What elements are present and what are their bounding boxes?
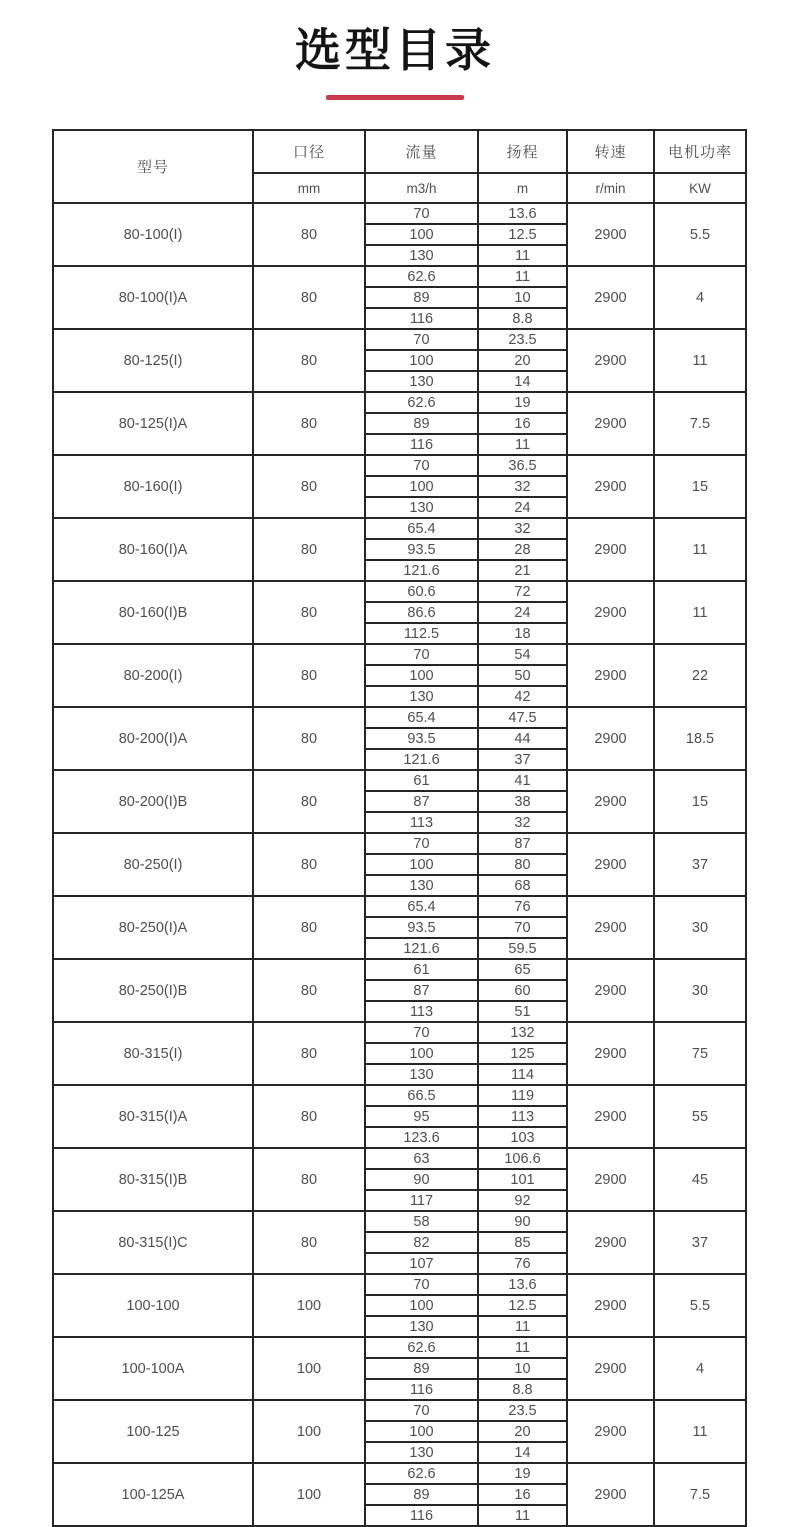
- head-cell: 41: [478, 770, 567, 791]
- unit-bore: mm: [253, 173, 365, 203]
- flow-cell: 121.6: [365, 938, 478, 959]
- table-row: [53, 644, 746, 665]
- speed-cell: 2900: [567, 1211, 654, 1274]
- flow-cell: 65.4: [365, 518, 478, 539]
- model-cell: 100-125A: [53, 1463, 253, 1526]
- flow-cell: 117: [365, 1190, 478, 1211]
- unit-flow: m3/h: [365, 173, 478, 203]
- speed-cell: 2900: [567, 833, 654, 896]
- flow-cell: 130: [365, 1064, 478, 1085]
- head-cell: 11: [478, 1316, 567, 1337]
- head-cell: 11: [478, 245, 567, 266]
- head-cell: 132: [478, 1022, 567, 1043]
- power-cell: 18.5: [654, 707, 746, 770]
- power-cell: 55: [654, 1085, 746, 1148]
- model-cell: 80-200(I)A: [53, 707, 253, 770]
- speed-cell: 2900: [567, 959, 654, 1022]
- bore-cell: 80: [253, 770, 365, 833]
- table-row: [53, 959, 746, 980]
- flow-cell: 61: [365, 770, 478, 791]
- power-cell: 4: [654, 1337, 746, 1400]
- head-cell: 72: [478, 581, 567, 602]
- head-cell: 8.8: [478, 308, 567, 329]
- head-cell: 106.6: [478, 1148, 567, 1169]
- table-row: [53, 1337, 746, 1358]
- head-cell: 24: [478, 497, 567, 518]
- head-cell: 68: [478, 875, 567, 896]
- head-cell: 103: [478, 1127, 567, 1148]
- head-cell: 19: [478, 1463, 567, 1484]
- flow-cell: 87: [365, 791, 478, 812]
- power-cell: 30: [654, 896, 746, 959]
- flow-cell: 62.6: [365, 392, 478, 413]
- bore-cell: 80: [253, 203, 365, 266]
- head-cell: 11: [478, 1505, 567, 1526]
- head-cell: 113: [478, 1106, 567, 1127]
- flow-cell: 61: [365, 959, 478, 980]
- speed-cell: 2900: [567, 1274, 654, 1337]
- unit-speed: r/min: [567, 173, 654, 203]
- bore-cell: 80: [253, 581, 365, 644]
- bore-cell: 100: [253, 1337, 365, 1400]
- flow-cell: 130: [365, 1442, 478, 1463]
- bore-cell: 80: [253, 266, 365, 329]
- flow-cell: 100: [365, 350, 478, 371]
- model-cell: 80-250(I)B: [53, 959, 253, 1022]
- flow-cell: 65.4: [365, 707, 478, 728]
- flow-cell: 82: [365, 1232, 478, 1253]
- flow-cell: 130: [365, 371, 478, 392]
- header-model: 型号: [53, 130, 253, 203]
- flow-cell: 116: [365, 1505, 478, 1526]
- table-row: [53, 1148, 746, 1169]
- head-cell: 101: [478, 1169, 567, 1190]
- header-speed: 转速: [567, 130, 654, 173]
- power-cell: 30: [654, 959, 746, 1022]
- flow-cell: 70: [365, 1274, 478, 1295]
- speed-cell: 2900: [567, 329, 654, 392]
- table-row: [53, 1274, 746, 1295]
- head-cell: 11: [478, 434, 567, 455]
- head-cell: 50: [478, 665, 567, 686]
- speed-cell: 2900: [567, 203, 654, 266]
- bore-cell: 80: [253, 392, 365, 455]
- bore-cell: 80: [253, 1022, 365, 1085]
- head-cell: 23.5: [478, 329, 567, 350]
- speed-cell: 2900: [567, 1022, 654, 1085]
- head-cell: 24: [478, 602, 567, 623]
- model-cell: 80-160(I)A: [53, 518, 253, 581]
- flow-cell: 90: [365, 1169, 478, 1190]
- head-cell: 32: [478, 518, 567, 539]
- model-cell: 100-125: [53, 1400, 253, 1463]
- flow-cell: 65.4: [365, 896, 478, 917]
- head-cell: 114: [478, 1064, 567, 1085]
- head-cell: 32: [478, 476, 567, 497]
- head-cell: 11: [478, 266, 567, 287]
- bore-cell: 100: [253, 1274, 365, 1337]
- flow-cell: 70: [365, 203, 478, 224]
- model-cell: 80-100(I): [53, 203, 253, 266]
- head-cell: 28: [478, 539, 567, 560]
- model-cell: 80-315(I)B: [53, 1148, 253, 1211]
- speed-cell: 2900: [567, 392, 654, 455]
- head-cell: 20: [478, 1421, 567, 1442]
- flow-cell: 70: [365, 1400, 478, 1421]
- model-cell: 80-315(I): [53, 1022, 253, 1085]
- flow-cell: 100: [365, 224, 478, 245]
- head-cell: 21: [478, 560, 567, 581]
- flow-cell: 89: [365, 413, 478, 434]
- header-flow: 流量: [365, 130, 478, 173]
- flow-cell: 89: [365, 1358, 478, 1379]
- bore-cell: 80: [253, 896, 365, 959]
- flow-cell: 113: [365, 812, 478, 833]
- power-cell: 15: [654, 455, 746, 518]
- model-cell: 80-100(I)A: [53, 266, 253, 329]
- bore-cell: 100: [253, 1400, 365, 1463]
- model-cell: 100-100: [53, 1274, 253, 1337]
- flow-cell: 60.6: [365, 581, 478, 602]
- catalog-table-wrap: [52, 129, 745, 1527]
- head-cell: 14: [478, 371, 567, 392]
- head-cell: 10: [478, 287, 567, 308]
- flow-cell: 107: [365, 1253, 478, 1274]
- head-cell: 119: [478, 1085, 567, 1106]
- power-cell: 11: [654, 518, 746, 581]
- flow-cell: 100: [365, 476, 478, 497]
- head-cell: 36.5: [478, 455, 567, 476]
- bore-cell: 80: [253, 455, 365, 518]
- flow-cell: 121.6: [365, 560, 478, 581]
- speed-cell: 2900: [567, 1337, 654, 1400]
- table-row: [53, 455, 746, 476]
- model-cell: 80-160(I): [53, 455, 253, 518]
- table-header: [53, 130, 746, 203]
- model-cell: 80-200(I): [53, 644, 253, 707]
- head-cell: 125: [478, 1043, 567, 1064]
- power-cell: 37: [654, 1211, 746, 1274]
- unit-head: m: [478, 173, 567, 203]
- power-cell: 45: [654, 1148, 746, 1211]
- model-cell: 100-100A: [53, 1337, 253, 1400]
- model-cell: 80-160(I)B: [53, 581, 253, 644]
- table-row: [53, 896, 746, 917]
- power-cell: 4: [654, 266, 746, 329]
- flow-cell: 130: [365, 245, 478, 266]
- speed-cell: 2900: [567, 266, 654, 329]
- table-row: [53, 833, 746, 854]
- table-row: [53, 1085, 746, 1106]
- flow-cell: 93.5: [365, 728, 478, 749]
- power-cell: 7.5: [654, 1463, 746, 1526]
- power-cell: 5.5: [654, 1274, 746, 1337]
- table-row: [53, 329, 746, 350]
- flow-cell: 130: [365, 497, 478, 518]
- power-cell: 7.5: [654, 392, 746, 455]
- bore-cell: 80: [253, 329, 365, 392]
- title-section: [0, 0, 790, 100]
- head-cell: 37: [478, 749, 567, 770]
- flow-cell: 100: [365, 1421, 478, 1442]
- head-cell: 80: [478, 854, 567, 875]
- table-body: [53, 203, 746, 1526]
- bore-cell: 80: [253, 518, 365, 581]
- head-cell: 70: [478, 917, 567, 938]
- speed-cell: 2900: [567, 1400, 654, 1463]
- power-cell: 11: [654, 581, 746, 644]
- header-bore: 口径: [253, 130, 365, 173]
- speed-cell: 2900: [567, 707, 654, 770]
- head-cell: 12.5: [478, 1295, 567, 1316]
- catalog-table: [52, 129, 747, 1527]
- head-cell: 92: [478, 1190, 567, 1211]
- flow-cell: 130: [365, 1316, 478, 1337]
- flow-cell: 93.5: [365, 917, 478, 938]
- power-cell: 75: [654, 1022, 746, 1085]
- head-cell: 10: [478, 1358, 567, 1379]
- flow-cell: 63: [365, 1148, 478, 1169]
- table-row: [53, 1400, 746, 1421]
- flow-cell: 116: [365, 308, 478, 329]
- flow-cell: 123.6: [365, 1127, 478, 1148]
- speed-cell: 2900: [567, 581, 654, 644]
- unit-power: KW: [654, 173, 746, 203]
- model-cell: 80-200(I)B: [53, 770, 253, 833]
- bore-cell: 80: [253, 707, 365, 770]
- head-cell: 11: [478, 1337, 567, 1358]
- flow-cell: 70: [365, 833, 478, 854]
- bore-cell: 80: [253, 1211, 365, 1274]
- speed-cell: 2900: [567, 518, 654, 581]
- head-cell: 47.5: [478, 707, 567, 728]
- bore-cell: 80: [253, 644, 365, 707]
- head-cell: 76: [478, 1253, 567, 1274]
- head-cell: 16: [478, 413, 567, 434]
- head-cell: 44: [478, 728, 567, 749]
- flow-cell: 89: [365, 1484, 478, 1505]
- speed-cell: 2900: [567, 770, 654, 833]
- head-cell: 20: [478, 350, 567, 371]
- flow-cell: 86.6: [365, 602, 478, 623]
- flow-cell: 121.6: [365, 749, 478, 770]
- head-cell: 51: [478, 1001, 567, 1022]
- power-cell: 15: [654, 770, 746, 833]
- model-cell: 80-250(I)A: [53, 896, 253, 959]
- head-cell: 16: [478, 1484, 567, 1505]
- flow-cell: 130: [365, 875, 478, 896]
- flow-cell: 62.6: [365, 266, 478, 287]
- speed-cell: 2900: [567, 1148, 654, 1211]
- flow-cell: 130: [365, 686, 478, 707]
- bore-cell: 80: [253, 959, 365, 1022]
- speed-cell: 2900: [567, 644, 654, 707]
- flow-cell: 62.6: [365, 1463, 478, 1484]
- flow-cell: 87: [365, 980, 478, 1001]
- speed-cell: 2900: [567, 896, 654, 959]
- head-cell: 14: [478, 1442, 567, 1463]
- table-row: [53, 770, 746, 791]
- head-cell: 12.5: [478, 224, 567, 245]
- flow-cell: 93.5: [365, 539, 478, 560]
- table-row: [53, 266, 746, 287]
- head-cell: 65: [478, 959, 567, 980]
- flow-cell: 100: [365, 854, 478, 875]
- speed-cell: 2900: [567, 1463, 654, 1526]
- head-cell: 59.5: [478, 938, 567, 959]
- header-power: 电机功率: [654, 130, 746, 173]
- flow-cell: 100: [365, 665, 478, 686]
- flow-cell: 70: [365, 1022, 478, 1043]
- head-cell: 76: [478, 896, 567, 917]
- table-row: [53, 1463, 746, 1484]
- power-cell: 11: [654, 329, 746, 392]
- model-cell: 80-315(I)C: [53, 1211, 253, 1274]
- speed-cell: 2900: [567, 455, 654, 518]
- head-cell: 38: [478, 791, 567, 812]
- table-row: [53, 1211, 746, 1232]
- head-cell: 87: [478, 833, 567, 854]
- flow-cell: 70: [365, 644, 478, 665]
- flow-cell: 62.6: [365, 1337, 478, 1358]
- page-title: 选型目录: [295, 23, 495, 77]
- title-divider: [326, 95, 464, 100]
- header-head: 扬程: [478, 130, 567, 173]
- head-cell: 18: [478, 623, 567, 644]
- power-cell: 5.5: [654, 203, 746, 266]
- power-cell: 22: [654, 644, 746, 707]
- flow-cell: 100: [365, 1295, 478, 1316]
- bore-cell: 80: [253, 1148, 365, 1211]
- flow-cell: 95: [365, 1106, 478, 1127]
- head-cell: 42: [478, 686, 567, 707]
- model-cell: 80-315(I)A: [53, 1085, 253, 1148]
- bore-cell: 100: [253, 1463, 365, 1526]
- speed-cell: 2900: [567, 1085, 654, 1148]
- flow-cell: 113: [365, 1001, 478, 1022]
- head-cell: 54: [478, 644, 567, 665]
- flow-cell: 112.5: [365, 623, 478, 644]
- model-cell: 80-125(I): [53, 329, 253, 392]
- head-cell: 8.8: [478, 1379, 567, 1400]
- head-cell: 90: [478, 1211, 567, 1232]
- flow-cell: 116: [365, 1379, 478, 1400]
- head-cell: 32: [478, 812, 567, 833]
- flow-cell: 66.5: [365, 1085, 478, 1106]
- table-row: [53, 203, 746, 224]
- table-row: [53, 518, 746, 539]
- bore-cell: 80: [253, 833, 365, 896]
- flow-cell: 70: [365, 455, 478, 476]
- flow-cell: 116: [365, 434, 478, 455]
- table-row: [53, 392, 746, 413]
- bore-cell: 80: [253, 1085, 365, 1148]
- table-row: [53, 581, 746, 602]
- model-cell: 80-125(I)A: [53, 392, 253, 455]
- power-cell: 37: [654, 833, 746, 896]
- head-cell: 19: [478, 392, 567, 413]
- flow-cell: 70: [365, 329, 478, 350]
- head-cell: 13.6: [478, 1274, 567, 1295]
- head-cell: 60: [478, 980, 567, 1001]
- head-cell: 85: [478, 1232, 567, 1253]
- head-cell: 23.5: [478, 1400, 567, 1421]
- model-cell: 80-250(I): [53, 833, 253, 896]
- head-cell: 13.6: [478, 203, 567, 224]
- flow-cell: 58: [365, 1211, 478, 1232]
- table-row: [53, 707, 746, 728]
- table-row: [53, 1022, 746, 1043]
- flow-cell: 100: [365, 1043, 478, 1064]
- flow-cell: 89: [365, 287, 478, 308]
- power-cell: 11: [654, 1400, 746, 1463]
